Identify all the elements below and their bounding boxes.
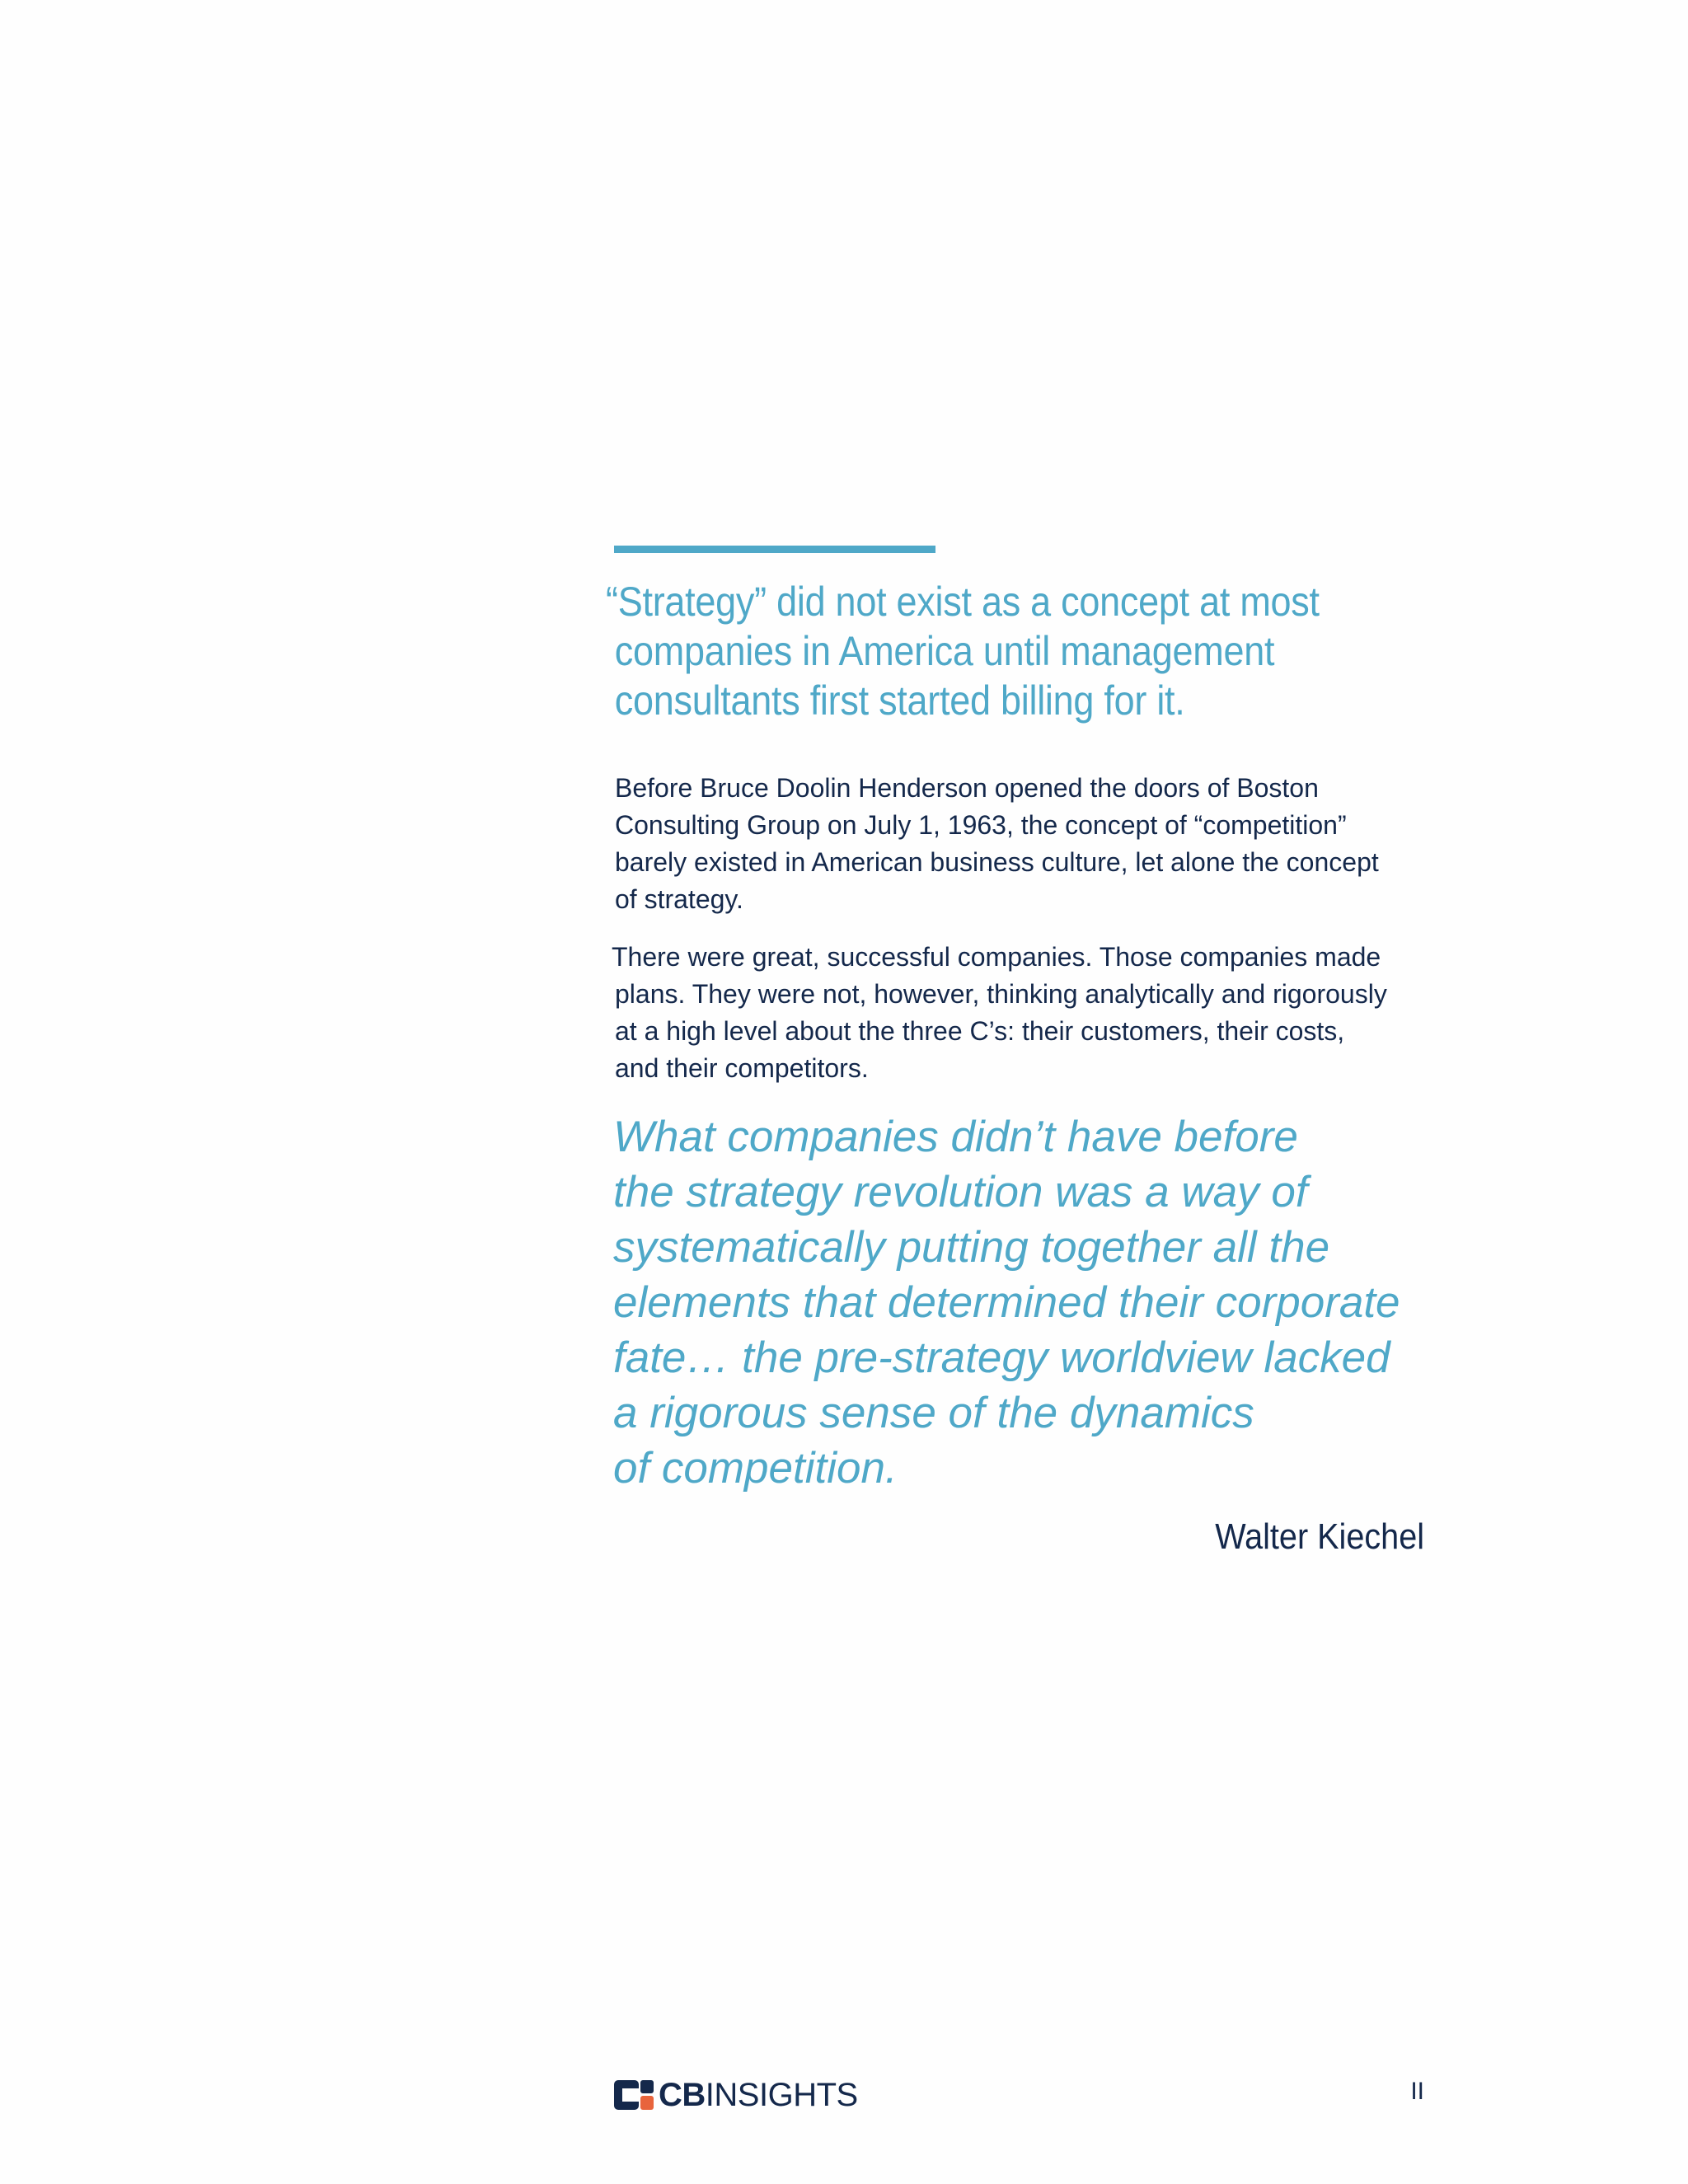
cbinsights-logo (614, 2077, 858, 2113)
cbinsights-logo-icon (614, 2080, 654, 2110)
cbinsights-logo-text: CBINSIGHTS (659, 2077, 858, 2113)
body-paragraph-1 (615, 770, 1456, 918)
quote-attribution: Walter Kiechel (1215, 1516, 1424, 1557)
headline-line: consultants first started billing for it. (614, 677, 1185, 724)
body-line: There were great, successful companies. Those companies made (612, 942, 1381, 972)
headline-line: “Strategy” did not exist as a concept at most (606, 579, 1320, 625)
quote-line: What companies didn’t have before (613, 1113, 1298, 1161)
body-line: of strategy. (615, 884, 743, 914)
quote-line: the strategy revolution was a way of (613, 1168, 1308, 1216)
body-paragraph-2 (612, 939, 1452, 1087)
body-line: barely existed in American business culture, let alone the concept (615, 847, 1379, 877)
headline-line: companies in America until management (614, 628, 1275, 674)
body-line: Consulting Group on July 1, 1963, the concept of “competition” (615, 810, 1347, 840)
page-number: II (1410, 2078, 1424, 2105)
quote-line: a rigorous sense of the dynamics (613, 1389, 1254, 1437)
accent-bar (614, 546, 935, 553)
body-line: at a high level about the three C’s: their customers, their costs, (615, 1016, 1345, 1046)
body-line: plans. They were not, however, thinking analytically and rigorously (615, 979, 1387, 1009)
headline (606, 577, 1377, 725)
quote-line: of competition. (613, 1444, 898, 1493)
pull-quote (613, 1109, 1470, 1496)
quote-line: systematically putting together all the (613, 1223, 1330, 1272)
quote-line: fate… the pre-strategy worldview lacked (613, 1333, 1390, 1382)
quote-line: elements that determined their corporate (613, 1278, 1400, 1327)
body-line: and their competitors. (615, 1053, 869, 1083)
body-line: Before Bruce Doolin Henderson opened the doors of Boston (615, 773, 1319, 803)
